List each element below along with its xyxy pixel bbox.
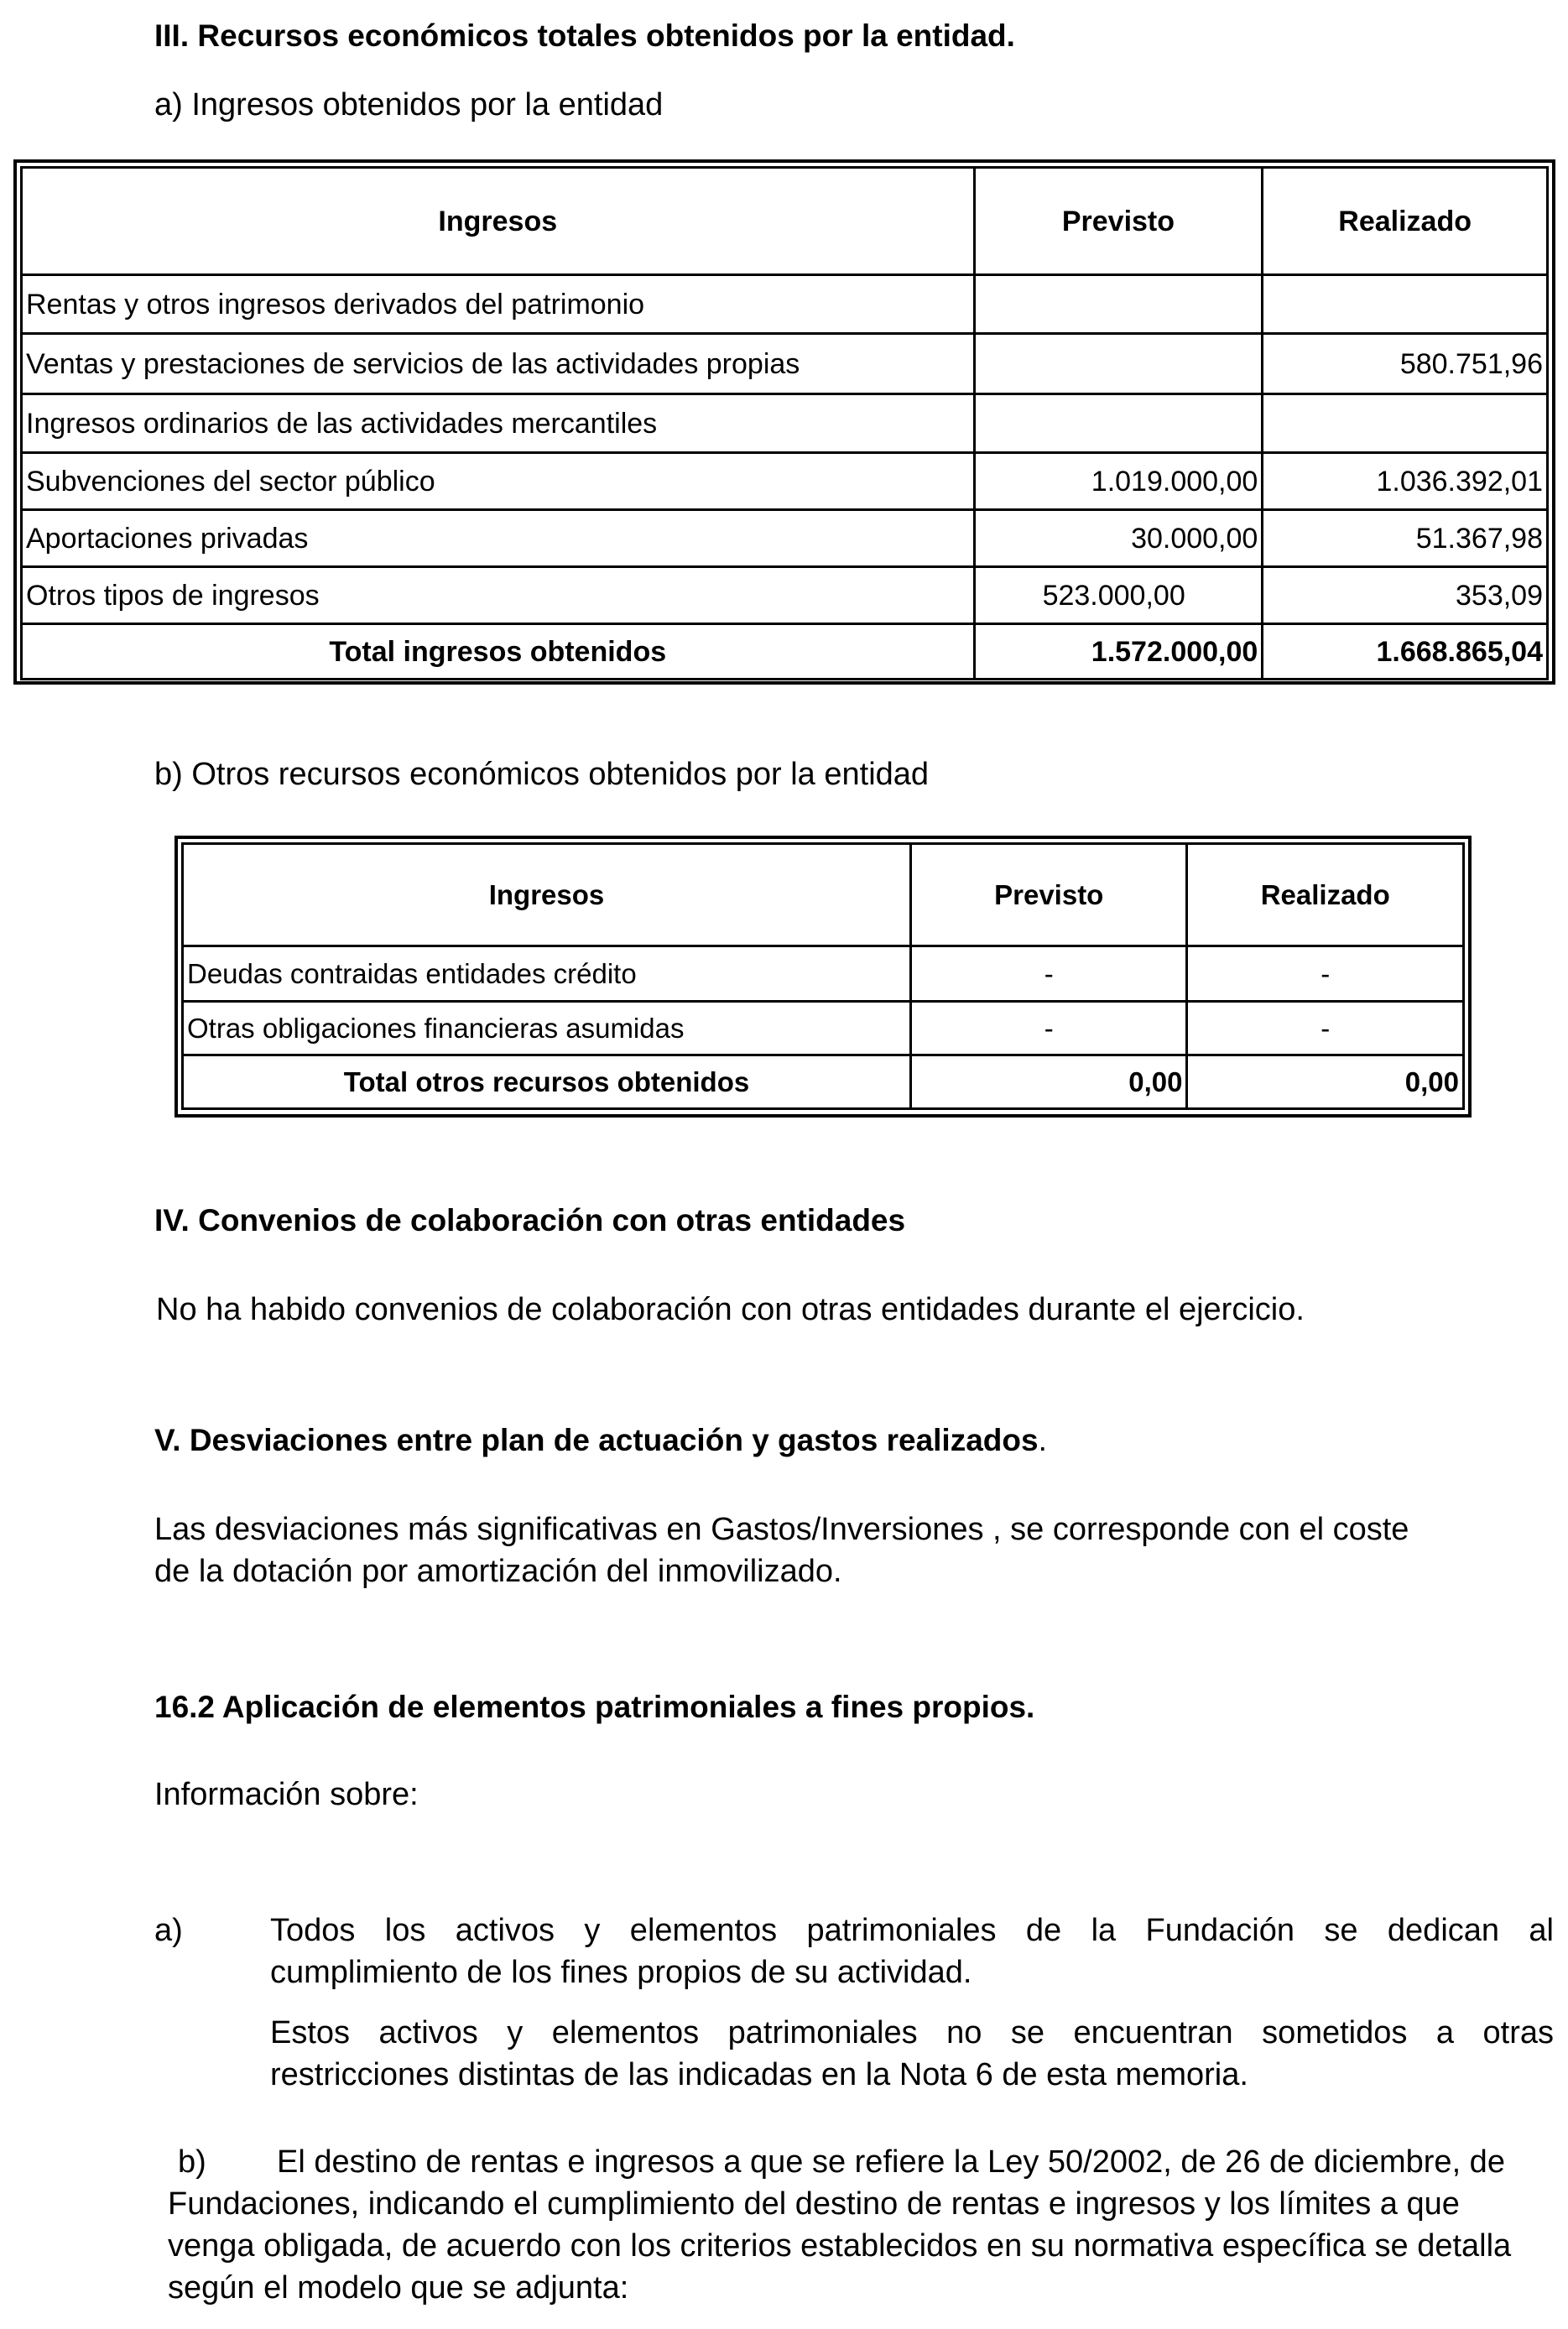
section-iv-title: IV. Convenios de colaboración con otras entidades bbox=[154, 1203, 906, 1237]
row-previsto: - bbox=[911, 946, 1187, 1002]
row-label: Ventas y prestaciones de servicios de las actividades propias bbox=[22, 334, 975, 394]
section-iv-text: No ha habido convenios de colaboración con otras entidades durante el ejercicio. bbox=[156, 1292, 1305, 1327]
table-header-row bbox=[22, 168, 1548, 275]
row-realizado: - bbox=[1187, 1002, 1464, 1055]
row-label: Rentas y otros ingresos derivados del patrimonio bbox=[22, 275, 975, 334]
item-a2-line-2: restricciones distintas de las indicadas en la Nota 6 de esta memoria. bbox=[270, 2057, 1248, 2092]
section-16-2-title: 16.2 Aplicación de elementos patrimoniales a fines propios. bbox=[154, 1690, 1035, 1724]
item-a-line-1: Todos los activos y elementos patrimoniales de la Fundación se dedican al bbox=[270, 1913, 1554, 1948]
header-realizado: Realizado bbox=[1263, 168, 1548, 275]
row-label: Subvenciones del sector público bbox=[22, 453, 975, 510]
section-16-2-intro: Información sobre: bbox=[154, 1777, 419, 1812]
header-realizado: Realizado bbox=[1187, 844, 1464, 946]
row-realizado: 51.367,98 bbox=[1263, 510, 1548, 567]
subsection-a-title: a) Ingresos obtenidos por la entidad bbox=[154, 87, 664, 122]
table-row bbox=[22, 567, 1548, 624]
row-label: Otras obligaciones financieras asumidas bbox=[183, 1002, 911, 1055]
header-ingresos: Ingresos bbox=[183, 844, 911, 946]
total-realizado: 0,00 bbox=[1187, 1055, 1464, 1109]
row-previsto: 30.000,00 bbox=[974, 510, 1263, 567]
row-previsto bbox=[974, 275, 1263, 334]
section-iii-title: III. Recursos económicos totales obtenidos por la entidad. bbox=[154, 18, 1015, 53]
section-v-text-line-1: Las desviaciones más significativas en Gastos/Inversiones , se corresponde con el coste bbox=[154, 1512, 1409, 1547]
row-label: Aportaciones privadas bbox=[22, 510, 975, 567]
item-a-line-2: cumplimiento de los fines propios de su actividad. bbox=[270, 1955, 972, 1990]
row-previsto bbox=[974, 334, 1263, 394]
row-label: Otros tipos de ingresos bbox=[22, 567, 975, 624]
total-realizado: 1.668.865,04 bbox=[1263, 624, 1548, 680]
table-row bbox=[22, 453, 1548, 510]
total-previsto: 1.572.000,00 bbox=[974, 624, 1263, 680]
section-v-text-line-2: de la dotación por amortización del inmovilizado. bbox=[154, 1554, 842, 1589]
row-previsto: - bbox=[911, 1002, 1187, 1055]
total-previsto: 0,00 bbox=[911, 1055, 1187, 1109]
row-realizado: 1.036.392,01 bbox=[1263, 453, 1548, 510]
table-header-row bbox=[183, 844, 1464, 946]
header-previsto: Previsto bbox=[974, 168, 1263, 275]
row-realizado bbox=[1263, 275, 1548, 334]
table-row bbox=[22, 394, 1548, 453]
table-total-row bbox=[183, 1055, 1464, 1109]
row-label: Ingresos ordinarios de las actividades mercantiles bbox=[22, 394, 975, 453]
item-b-line-1: El destino de rentas e ingresos a que se refiere la Ley 50/2002, de 26 de diciembre, de bbox=[277, 2144, 1505, 2180]
row-previsto: 523.000,00 bbox=[974, 567, 1263, 624]
item-b-label: b) bbox=[178, 2144, 206, 2180]
item-b-line-4: según el modelo que se adjunta: bbox=[168, 2270, 629, 2306]
total-label: Total otros recursos obtenidos bbox=[183, 1055, 911, 1109]
table-row bbox=[22, 510, 1548, 567]
section-v-title-period: . bbox=[1038, 1423, 1047, 1457]
table-total-row bbox=[22, 624, 1548, 680]
header-ingresos: Ingresos bbox=[22, 168, 975, 275]
other-resources-table bbox=[181, 842, 1465, 1110]
row-realizado: 580.751,96 bbox=[1263, 334, 1548, 394]
income-table bbox=[20, 166, 1549, 680]
row-previsto bbox=[974, 394, 1263, 453]
item-a2-line-1: Estos activos y elementos patrimoniales no se encuentran sometidos a otras bbox=[270, 2015, 1554, 2050]
subsection-b-title: b) Otros recursos económicos obtenidos por la entidad bbox=[154, 757, 930, 792]
row-realizado: 353,09 bbox=[1263, 567, 1548, 624]
row-label: Deudas contraidas entidades crédito bbox=[183, 946, 911, 1002]
item-b-line-3: venga obligada, de acuerdo con los criterios establecidos en su normativa específica se detalla bbox=[168, 2228, 1512, 2264]
item-b-line-2: Fundaciones, indicando el cumplimiento del destino de rentas e ingresos y los límites a que bbox=[168, 2186, 1460, 2222]
header-previsto: Previsto bbox=[911, 844, 1187, 946]
item-a-label: a) bbox=[154, 1913, 183, 1948]
table-row bbox=[183, 1002, 1464, 1055]
section-v-title: V. Desviaciones entre plan de actuación y gastos realizados bbox=[154, 1423, 1039, 1457]
row-realizado: - bbox=[1187, 946, 1464, 1002]
section-v-title-line bbox=[154, 1423, 1047, 1459]
row-previsto: 1.019.000,00 bbox=[974, 453, 1263, 510]
table-row bbox=[183, 946, 1464, 1002]
table-row bbox=[22, 334, 1548, 394]
total-label: Total ingresos obtenidos bbox=[22, 624, 975, 680]
row-realizado bbox=[1263, 394, 1548, 453]
table-row bbox=[22, 275, 1548, 334]
